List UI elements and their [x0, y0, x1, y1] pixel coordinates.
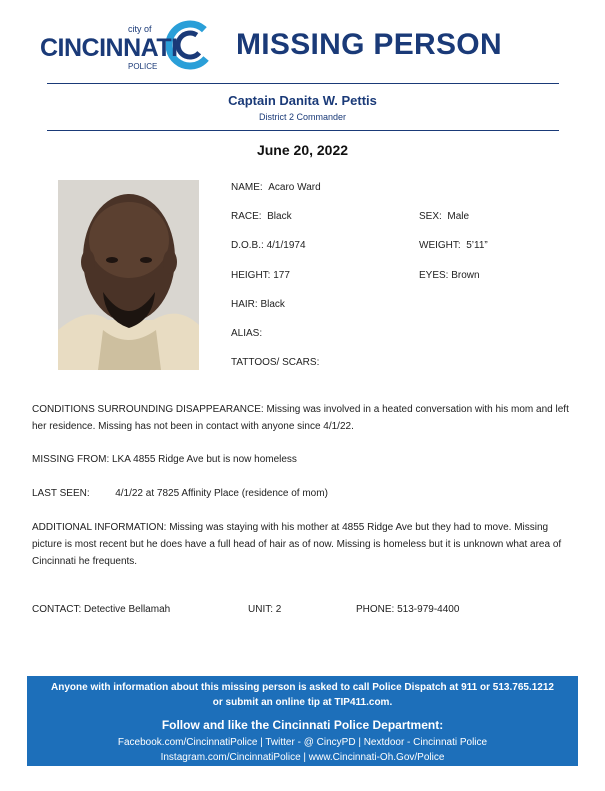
dob-value: 4/1/1974	[266, 240, 306, 251]
name-label: NAME:	[231, 182, 263, 193]
captain-name: Captain Danita W. Pettis	[228, 93, 377, 108]
name-value: Acaro Ward	[268, 182, 321, 193]
race-label: RACE:	[231, 211, 262, 222]
hair-field	[231, 299, 285, 310]
divider-top	[47, 83, 559, 84]
eyes-label: EYES:	[419, 270, 449, 281]
logo-city-text: city of	[128, 24, 152, 34]
bulletin-date: June 20, 2022	[256, 142, 349, 158]
divider-bottom	[47, 130, 559, 131]
name-field	[231, 182, 321, 193]
tattoos-label: TATTOOS/ SCARS:	[231, 357, 320, 368]
dob-field	[231, 240, 306, 251]
weight-label: WEIGHT:	[419, 240, 461, 251]
dob-label: D.O.B.:	[231, 240, 264, 251]
weight-value: 5’11”	[466, 240, 488, 251]
alias-field	[231, 328, 262, 339]
additional-info-paragraph: ADDITIONAL INFORMATION: Missing was staying with his mother at 4855 Ridge Ave but they had to move. Missing picture is most recent but he does have a full head of hair as of now. Missing is homeless but it is unknown what area of Cincinnati he frequents.	[32, 522, 562, 567]
height-label: HEIGHT:	[231, 270, 271, 281]
sex-field	[419, 211, 469, 222]
page-title: MISSING PERSON	[236, 28, 502, 61]
alias-label: ALIAS:	[231, 328, 263, 339]
footer-dispatch-text: Anyone with information about this missing person is asked to call Police Dispatch at 911 or 513.765.1212	[51, 682, 554, 693]
race-field	[231, 211, 292, 222]
missing-person-photo	[58, 180, 199, 370]
contact-phone: PHONE: 513-979-4400	[356, 604, 460, 615]
hair-label: HAIR:	[231, 299, 258, 310]
hair-value: Black	[260, 299, 285, 310]
eyes-value: Brown	[451, 270, 480, 281]
eyes-field	[419, 270, 480, 281]
footer-social-links-1: Facebook.com/CincinnatiPolice | Twitter - @ CincyPD | Nextdoor - Cincinnati Police	[117, 737, 488, 748]
conditions-paragraph: CONDITIONS SURROUNDING DISAPPEARANCE: Missing was involved in a heated conversation with his mom and left her residence. Missing has not been in contact with anyone since 4/1/22.	[32, 404, 569, 432]
footer-follow-heading: Follow and like the Cincinnati Police Department:	[161, 718, 444, 732]
sex-value: Male	[447, 211, 470, 222]
tattoos-field	[231, 357, 319, 368]
last-seen-label: LAST SEEN:	[32, 488, 90, 499]
contact-detective: CONTACT: Detective Bellamah	[32, 604, 171, 615]
logo-cincinnati-text: CINCINNATI	[40, 34, 178, 62]
missing-from-paragraph: MISSING FROM: LKA 4855 Ridge Ave but is now homeless	[32, 454, 297, 465]
footer-tip-text: or submit an online tip at TIP411.com.	[212, 697, 393, 708]
logo-police-text: POLICE	[128, 62, 158, 71]
sex-label: SEX:	[419, 211, 442, 222]
height-field	[231, 270, 290, 281]
height-value: 177	[273, 270, 290, 281]
footer-banner	[27, 676, 578, 766]
weight-field	[419, 240, 488, 251]
last-seen-value: 4/1/22 at 7825 Affinity Place (residence of mom)	[115, 488, 328, 499]
district-title: District 2 Commander	[258, 112, 347, 122]
race-value: Black	[267, 211, 292, 222]
contact-unit: UNIT: 2	[248, 604, 282, 615]
last-seen-paragraph	[32, 485, 577, 502]
footer-social-links-2: Instagram.com/CincinnatiPolice | www.Cincinnati-Oh.Gov/Police	[160, 752, 445, 763]
